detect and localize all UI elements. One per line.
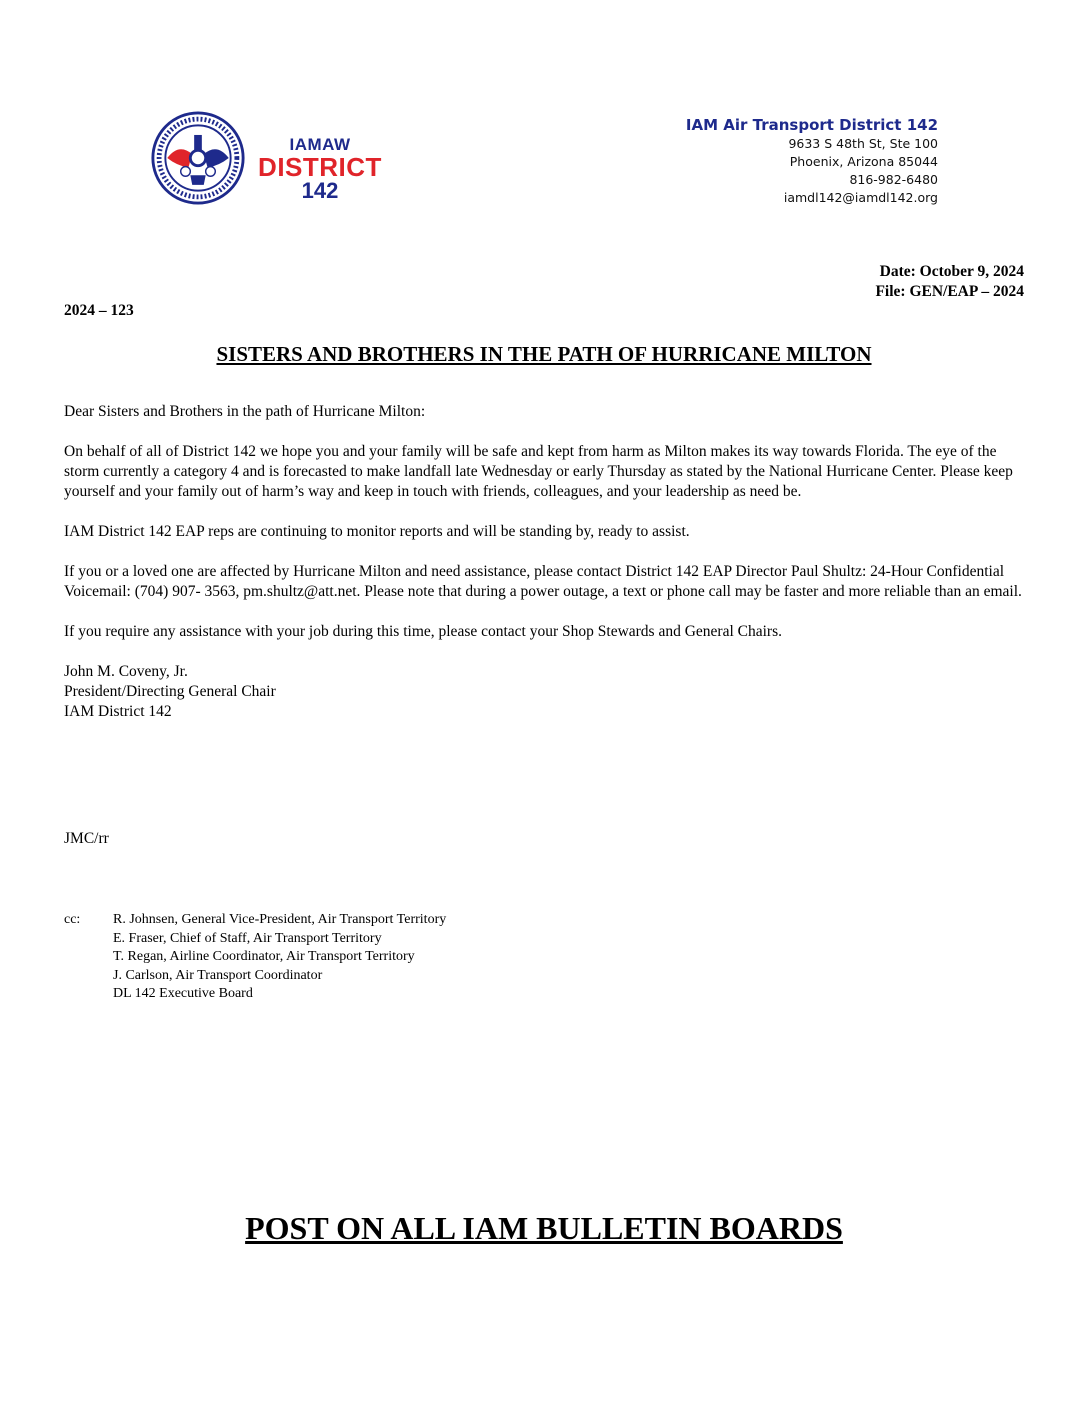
- letter-body: [64, 402, 1028, 722]
- letter-date: Date: October 9, 2024: [879, 263, 1024, 280]
- signer-org: IAM District 142: [64, 703, 172, 720]
- paragraph-4: If you require any assistance with your job during this time, please contact your Shop Stewards and General Chairs.: [64, 623, 782, 640]
- salutation: Dear Sisters and Brothers in the path of Hurricane Milton:: [64, 403, 426, 420]
- letter-number: 2024 – 123: [64, 302, 134, 319]
- cc-label: cc:: [64, 912, 81, 927]
- street-address: 9633 S 48th St, Ste 100: [788, 136, 938, 151]
- cc-recipient: R. Johnsen, General Vice-President, Air Transport Territory: [113, 912, 447, 927]
- cc-recipient: E. Fraser, Chief of Staff, Air Transport Territory: [113, 930, 382, 946]
- email-address: iamdl142@iamdl142.org: [783, 190, 938, 205]
- logo-district: DISTRICT: [258, 152, 382, 182]
- cc-recipient: DL 142 Executive Board: [113, 986, 253, 1001]
- signer-name: John M. Coveny, Jr.: [64, 663, 188, 680]
- logo-iamaw: IAMAW: [289, 135, 351, 154]
- iam-seal-icon: [150, 110, 246, 206]
- footer-notice: POST ON ALL IAM BULLETIN BOARDS: [245, 1210, 843, 1246]
- page-title: SISTERS AND BROTHERS IN THE PATH OF HURRICANE MILTON: [216, 342, 872, 366]
- signature-block: [64, 662, 1028, 722]
- letterhead-address: [686, 115, 938, 207]
- typist-initials: JMC/rr: [64, 830, 109, 847]
- phone-number: 816-982-6480: [849, 172, 938, 187]
- district-logo: [150, 110, 390, 210]
- org-name: IAM Air Transport District 142: [685, 116, 938, 134]
- date-file-block: [875, 262, 1024, 302]
- paragraph-2: IAM District 142 EAP reps are continuing to monitor reports and will be standing by, ready to assist.: [64, 523, 690, 540]
- paragraph-1: On behalf of all of District 142 we hope you and your family will be safe and kept from harm as Milton makes its way towards Florida. The eye of the storm currently a category 4 and is forecasted to make landfall late Wednesday or early Thursday as stated by the National Hurricane Center. Please keep yourself and your family out of harm’s way and keep in touch with friends, colleagues, and your leadership as need be.: [64, 443, 1013, 500]
- logo-number: 142: [301, 178, 339, 203]
- cc-recipient: T. Regan, Airline Coordinator, Air Transport Territory: [113, 949, 415, 964]
- city-state-zip: Phoenix, Arizona 85044: [789, 154, 938, 169]
- paragraph-3: If you or a loved one are affected by Hurricane Milton and need assistance, please contact District 142 EAP Director Paul Shultz: 24-Hour Confidential Voicemail: (704) 907- 3563, pm.shultz@att.net. Please note that during a power outage, a text or phone call may be faster and more reliable than an email.: [64, 563, 1022, 600]
- cc-recipient: J. Carlson, Air Transport Coordinator: [113, 967, 323, 983]
- signer-title: President/Directing General Chair: [64, 683, 276, 700]
- file-reference: File: GEN/EAP – 2024: [875, 283, 1024, 300]
- cc-list: [113, 911, 613, 1004]
